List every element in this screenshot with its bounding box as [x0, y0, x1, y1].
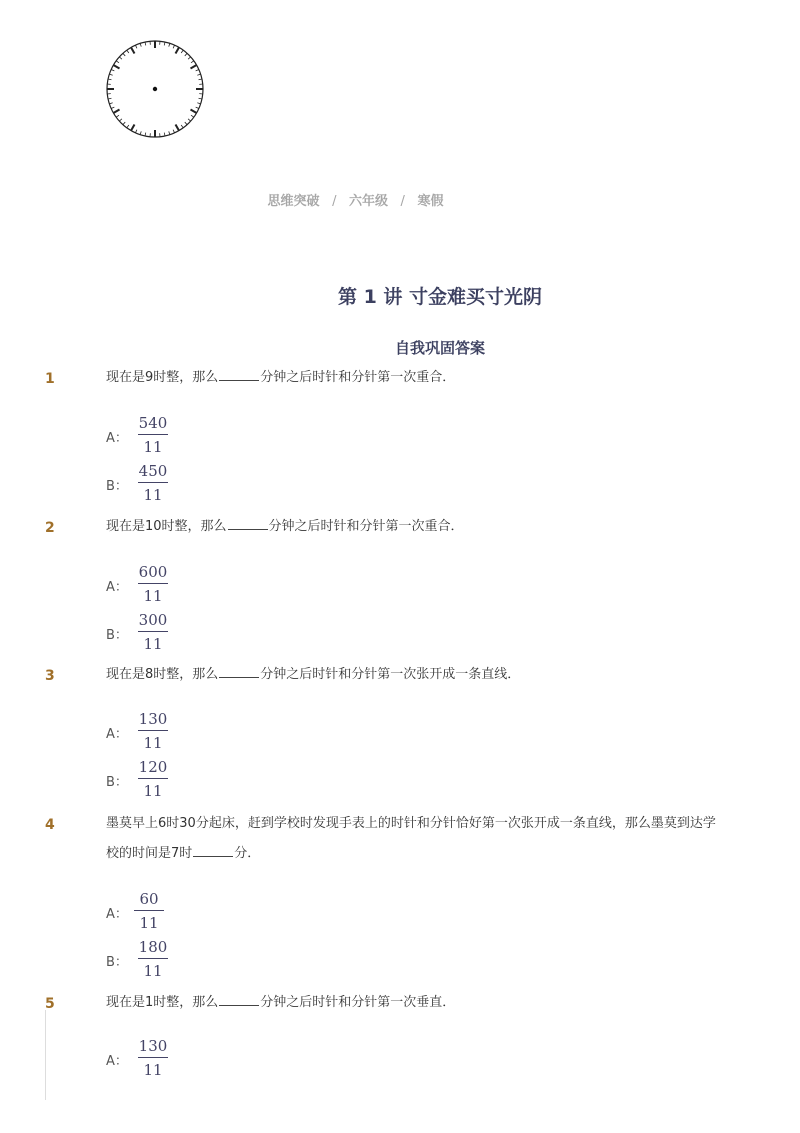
question-text-after: 分． — [234, 846, 261, 861]
option-a[interactable] — [106, 709, 306, 753]
clock-minute-tick — [140, 131, 141, 134]
breadcrumb-separator: / — [332, 194, 337, 209]
fraction — [138, 562, 168, 606]
question-text — [106, 809, 726, 869]
clock-minute-tick — [119, 119, 122, 121]
fraction-numerator: 130 — [138, 710, 168, 728]
fraction-denominator: 11 — [143, 635, 163, 653]
question-number: 1 — [45, 371, 55, 387]
option-a[interactable] — [106, 1036, 306, 1080]
answer-blank — [219, 368, 259, 381]
clock-minute-tick — [197, 74, 200, 75]
clock-minute-tick — [109, 103, 112, 104]
clock-hour-tick — [131, 47, 135, 53]
fraction-denominator: 11 — [143, 587, 163, 605]
fraction-bar — [138, 434, 168, 435]
fraction — [138, 461, 168, 505]
option-label: B： — [106, 628, 128, 643]
question-number: 5 — [45, 996, 55, 1012]
clock-minute-tick — [169, 43, 170, 46]
fraction-numerator: 130 — [138, 1037, 168, 1055]
fraction-numerator: 120 — [138, 758, 168, 776]
breadcrumb-separator: / — [400, 194, 405, 209]
fraction-denominator: 11 — [143, 734, 163, 752]
question-text-after: 分钟之后时针和分针第一次重合． — [260, 370, 456, 385]
fraction — [134, 889, 164, 933]
fraction — [138, 610, 168, 654]
question-text — [106, 363, 726, 393]
option-label: B： — [106, 479, 128, 494]
fraction-bar — [138, 583, 168, 584]
fraction-denominator: 11 — [143, 782, 163, 800]
answer-blank — [228, 517, 268, 530]
clock-hour-tick — [191, 65, 197, 69]
question-text — [106, 512, 726, 542]
option-a[interactable] — [106, 413, 306, 457]
clock-minute-tick — [185, 53, 187, 56]
fraction-denominator: 11 — [143, 1061, 163, 1079]
breadcrumb — [0, 190, 711, 209]
clock-minute-tick — [116, 61, 119, 63]
fraction-numerator: 600 — [138, 563, 168, 581]
clock-minute-tick — [135, 45, 136, 48]
clock-minute-tick — [181, 50, 183, 53]
breadcrumb-item-grade: 六年级 — [348, 194, 388, 209]
clock-minute-tick — [191, 61, 194, 63]
option-a[interactable] — [106, 889, 306, 933]
fraction-bar — [138, 778, 168, 779]
clock-minute-tick — [196, 107, 199, 108]
clock-minute-tick — [173, 45, 174, 48]
option-label: B： — [106, 955, 128, 970]
clock-minute-tick — [145, 42, 146, 45]
clock-minute-tick — [108, 79, 111, 80]
clock-minute-tick — [169, 131, 170, 134]
fraction-bar — [138, 730, 168, 731]
clock-hour-tick — [191, 110, 197, 114]
clock-minute-tick — [119, 57, 122, 59]
question-text-before: 墨莫早上6时30分起床，赶到学校时发现手表上的时针和分针恰好第一次张开成一条直线，那么墨莫到达学校的时间是7时 — [106, 816, 716, 861]
question-text-before: 现在是1时整，那么 — [106, 995, 219, 1010]
fraction — [138, 937, 168, 981]
fraction — [138, 413, 168, 457]
fraction — [138, 757, 168, 801]
clock-minute-tick — [173, 130, 174, 133]
answers-subtitle: 自我巩固答案 — [394, 339, 485, 357]
clock-minute-tick — [181, 125, 183, 128]
clock-minute-tick — [123, 53, 125, 56]
clock-minute-tick — [199, 98, 202, 99]
clock-minute-tick — [135, 130, 136, 133]
option-label: B： — [106, 775, 128, 790]
question-text — [106, 660, 726, 690]
clock-minute-tick — [164, 133, 165, 136]
fraction-denominator: 11 — [139, 914, 159, 932]
answer-blank — [219, 665, 259, 678]
option-label: A： — [106, 727, 128, 742]
fraction-bar — [138, 482, 168, 483]
clock-minute-tick — [191, 115, 194, 117]
option-b[interactable] — [106, 757, 306, 801]
fraction — [138, 1036, 168, 1080]
option-label: A： — [106, 907, 128, 922]
question-text-after: 分钟之后时针和分针第一次垂直． — [260, 995, 456, 1010]
clock-minute-tick — [199, 79, 202, 80]
question-text-before: 现在是9时整，那么 — [106, 370, 219, 385]
option-a[interactable] — [106, 562, 306, 606]
question-text — [106, 988, 726, 1018]
answer-blank — [193, 844, 233, 857]
breadcrumb-item-term: 寒假 — [417, 194, 444, 209]
clock-minute-tick — [123, 122, 125, 125]
fraction — [138, 709, 168, 753]
fraction-numerator: 450 — [138, 462, 168, 480]
option-label: A： — [106, 431, 128, 446]
option-b[interactable] — [106, 937, 306, 981]
fraction-numerator: 540 — [138, 414, 168, 432]
question-text-after: 分钟之后时针和分针第一次重合． — [268, 519, 464, 534]
lecture-title: 第 1 讲 寸金难买寸光阴 — [337, 286, 543, 308]
option-label: A： — [106, 1054, 128, 1069]
question-number: 3 — [45, 668, 55, 684]
fraction-denominator: 11 — [143, 962, 163, 980]
clock-minute-tick — [127, 50, 129, 53]
clock-hour-tick — [131, 125, 135, 131]
option-label: A： — [106, 580, 128, 595]
fraction-bar — [138, 631, 168, 632]
fraction-denominator: 11 — [143, 486, 163, 504]
clock-minute-tick — [140, 43, 141, 46]
clock-minute-tick — [145, 133, 146, 136]
clock-minute-tick — [197, 103, 200, 104]
clock-minute-tick — [188, 119, 191, 121]
clock-minute-tick — [109, 74, 112, 75]
clock-minute-tick — [185, 122, 187, 125]
clock-minute-tick — [196, 69, 199, 70]
answer-blank — [219, 993, 259, 1006]
option-b[interactable] — [106, 610, 306, 654]
clock-minute-tick — [111, 107, 114, 108]
clock-minute-tick — [108, 98, 111, 99]
fraction-bar — [134, 910, 164, 911]
clock-hour-tick — [113, 110, 119, 114]
fraction-denominator: 11 — [143, 438, 163, 456]
clock-minute-tick — [127, 125, 129, 128]
clock-face-icon — [104, 38, 206, 140]
question-number: 4 — [45, 817, 55, 833]
question-text-before: 现在是8时整，那么 — [106, 667, 219, 682]
breadcrumb-item-subject: 思维突破 — [267, 194, 320, 209]
question-text-before: 现在是10时整，那么 — [106, 519, 227, 534]
option-b[interactable] — [106, 461, 306, 505]
fraction-numerator: 180 — [138, 938, 168, 956]
clock-minute-tick — [164, 42, 165, 45]
clock-hour-tick — [176, 125, 180, 131]
fraction-numerator: 300 — [138, 611, 168, 629]
clock-hour-tick — [113, 65, 119, 69]
fraction-numerator: 60 — [139, 890, 159, 908]
question-text-after: 分钟之后时针和分针第一次张开成一条直线． — [260, 667, 521, 682]
left-margin-rule — [45, 1010, 46, 1100]
clock-minute-tick — [188, 57, 191, 59]
fraction-bar — [138, 958, 168, 959]
clock-minute-tick — [116, 115, 119, 117]
fraction-bar — [138, 1057, 168, 1058]
clock-center-dot — [153, 87, 157, 91]
clock-hour-tick — [176, 47, 180, 53]
question-number: 2 — [45, 520, 55, 536]
clock-minute-tick — [111, 69, 114, 70]
